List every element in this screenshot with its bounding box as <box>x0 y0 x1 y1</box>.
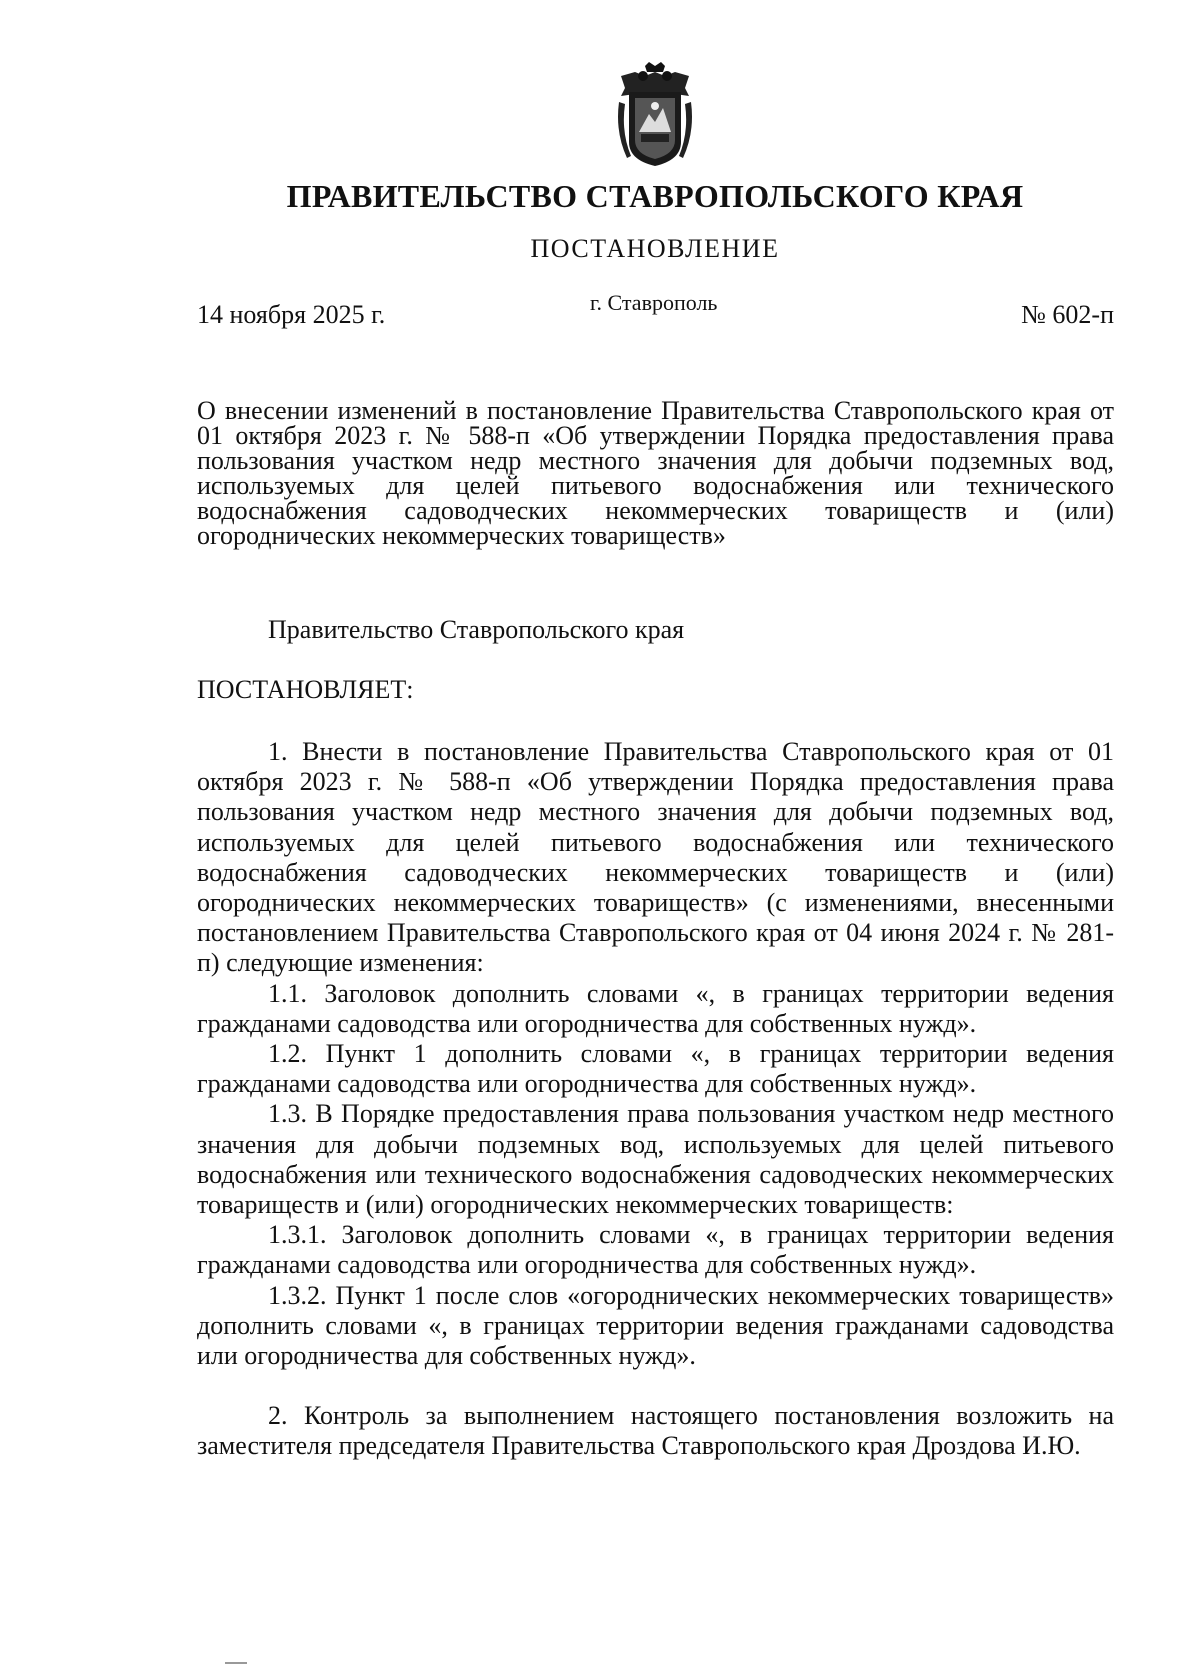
paragraph-1-3: 1.3. В Порядке предоставления права пользования участком недр местного значения для добычи подземных вод, используемых для целей питьевого водоснабжения или технического водоснабжения садоводческих некоммерческих товариществ и (или) огороднических некоммерческих товариществ: <box>197 1099 1114 1220</box>
paragraph-1-3-2: 1.3.2. Пункт 1 после слов «огороднических некоммерческих товариществ» дополнить словами «, в границах территории ведения гражданами садоводства или огородничества для собственных нужд». <box>197 1280 1114 1371</box>
document-subject: О внесении изменений в постановление Правительства Ставропольского края от 01 октября 2023 г. № 588-п «Об утверждении Порядка предоставления права пользования участком недр местного значения для добычи подземных вод, используемых для целей питьевого водоснабжения или технического водоснабжения садоводческих некоммерческих товариществ и (или) огороднических некоммерческих товариществ» <box>197 396 1114 550</box>
paragraph-1-2: 1.2. Пункт 1 дополнить словами «, в границах территории ведения гражданами садоводства или огородничества для собственных нужд». <box>197 1039 1114 1099</box>
intro-line: Правительство Ставропольского края <box>268 615 685 644</box>
paragraph-1: 1. Внести в постановление Правительства Ставропольского края от 01 октября 2023 г. № 588-п «Об утверждении Порядка предоставления права пользования участком недр местного значения для добычи подземных вод, используемых для целей питьевого водоснабжения или технического водоснабжения садоводческих некоммерческих товариществ и (или) огороднических некоммерческих товариществ» (с изменениями, внесенными постановлением Правительства Ставропольского края от 04 июня 2024 г. № 281-п) следующие изменения: <box>197 737 1114 978</box>
document-type: ПОСТАНОВЛЕНИЕ <box>530 234 780 263</box>
paragraph-2: 2. Контроль за выполнением настоящего постановления возложить на заместителя председателя Правительства Ставропольского края Дроздова И.Ю. <box>197 1401 1114 1461</box>
paragraph-1-1: 1.1. Заголовок дополнить словами «, в границах территории ведения гражданами садоводства или огородничества для собственных нужд». <box>197 978 1114 1038</box>
document-number: № 602-п <box>1021 300 1114 329</box>
decree-heading: ПОСТАНОВЛЯЕТ: <box>197 675 414 704</box>
document-body <box>197 737 1114 1462</box>
stavropol-coat-of-arms-icon <box>615 62 695 166</box>
document-city: г. Ставрополь <box>590 290 718 315</box>
document-date: 14 ноября 2025 г. <box>197 300 386 329</box>
paragraph-1-3-1: 1.3.1. Заголовок дополнить словами «, в границах территории ведения гражданами садоводства или огородничества для собственных нужд». <box>197 1220 1114 1280</box>
government-title: ПРАВИТЕЛЬСТВО СТАВРОПОЛЬСКОГО КРАЯ <box>286 178 1024 214</box>
page-edge-mark <box>225 1662 247 1664</box>
